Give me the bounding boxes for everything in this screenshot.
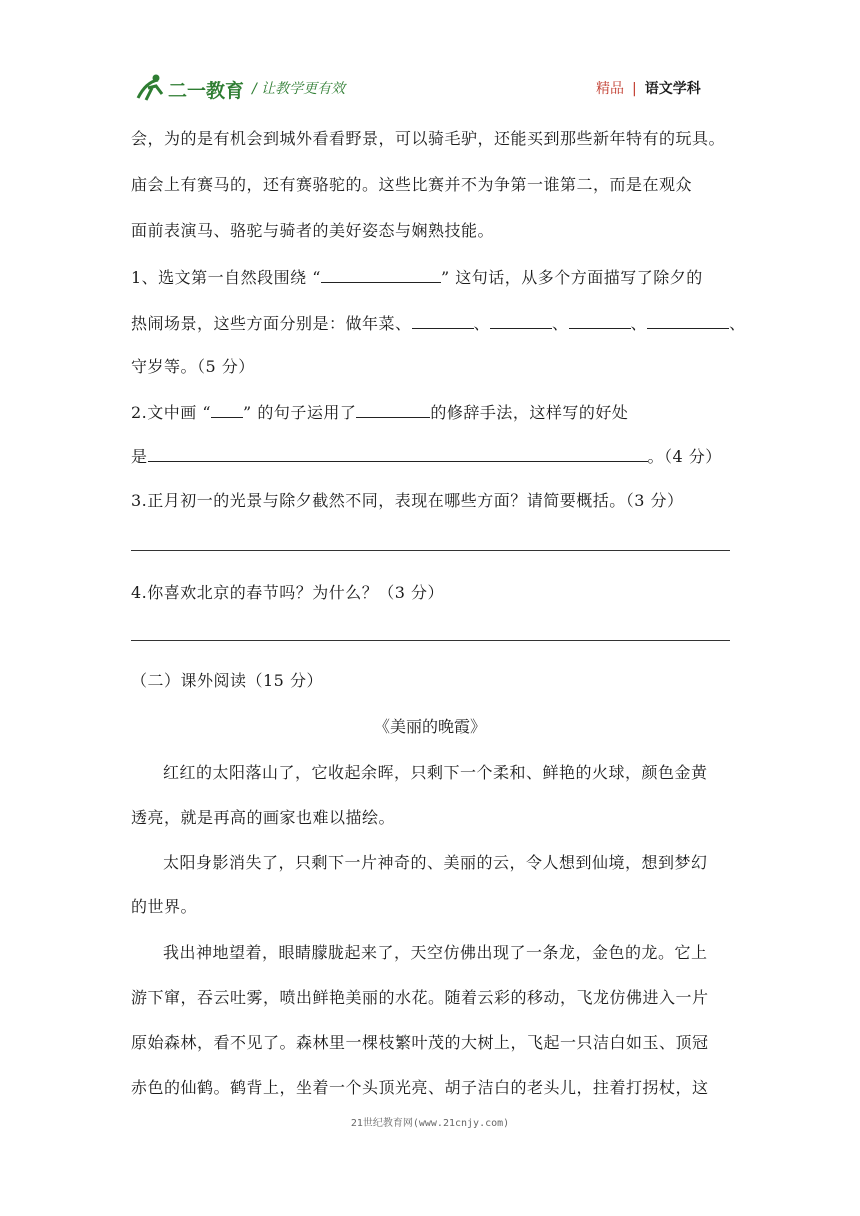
passage-b-title: 《美丽的晚霞》 [373, 717, 486, 736]
passage-a-line-3: 面前表演马、骆驼与骑者的美好姿态与娴熟技能。 [131, 221, 495, 240]
answer-line-q3[interactable] [131, 550, 730, 551]
header-divider: | [632, 81, 637, 97]
q1-blank-3[interactable] [569, 314, 631, 329]
passage-a-line-2: 庙会上有赛马的，还有赛骆驼的。这些比赛并不为争第一谁第二，而是在观众 [131, 175, 693, 194]
q2-blank-sentence[interactable] [211, 403, 243, 418]
passage-b-line-8: 赤色的仙鹤。鹤背上，坐着一个头顶光亮、胡子洁白的老头儿，拄着打拐杖，这 [131, 1078, 709, 1097]
question-1-line-1 [131, 265, 731, 288]
q1-sep-4: 、 [729, 314, 746, 333]
q1-blank-1[interactable] [412, 314, 474, 329]
passage-b-line-7: 原始森林，看不见了。森林里一棵枝繁叶茂的大树上，飞起一只洁白如玉、顶冠 [131, 1033, 709, 1052]
subject-label: 语文学科 [644, 81, 701, 97]
q2-text-e: 。（4 分） [647, 447, 722, 466]
q1-sep-1: 、 [473, 314, 491, 333]
question-1-line-3: 守岁等。（5 分） [131, 357, 255, 376]
logo [136, 72, 246, 104]
q1-blank-2[interactable] [490, 314, 552, 329]
page-footer: 21世纪教育网(www.21cnjy.com) [350, 1118, 510, 1129]
q2-text-a: 2.文中画 “ [131, 403, 212, 422]
question-4: 4.你喜欢北京的春节吗？为什么？（3 分） [131, 583, 445, 602]
question-2-line-1 [131, 400, 731, 423]
section-2-heading: （二）课外阅读（15 分） [131, 671, 323, 690]
q2-text-b: ” 的句子运用了 [243, 403, 357, 422]
header-slogan: / 让教学更有效 [252, 81, 346, 97]
question-2-line-2 [131, 444, 731, 467]
passage-a-line-1: 会，为的是有机会到城外看看野景，可以骑毛驴，还能买到那些新年特有的玩具。 [131, 129, 726, 148]
passage-b-line-6: 游下窜，吞云吐雾，喷出鲜艳美丽的水花。随着云彩的移动，飞龙仿佛进入一片 [131, 988, 709, 1007]
q1-blank-4[interactable] [647, 314, 729, 329]
q1-text-c: 热闹场景，这些方面分别是：做年菜、 [131, 314, 412, 333]
q1-sep-3: 、 [630, 314, 648, 333]
q2-text-c: 的修辞手法，这样写的好处 [430, 403, 629, 422]
quality-label: 精品 [596, 81, 624, 97]
passage-b-line-5: 我出神地望着，眼睛朦胧起来了，天空仿佛出现了一条龙，金色的龙。它上 [163, 943, 708, 962]
question-3: 3.正月初一的光景与除夕截然不同，表现在哪些方面？请简要概括。（3 分） [131, 491, 684, 510]
logo-text: 二一教育 [168, 80, 245, 102]
question-1-line-2 [131, 311, 746, 334]
page-header [0, 0, 860, 120]
passage-b-line-4: 的世界。 [131, 897, 198, 916]
passage-b-line-1: 红红的太阳落山了，它收起余晖，只剩下一个柔和、鲜艳的火球，颜色金黄 [163, 763, 708, 782]
q1-blank-quote[interactable] [321, 268, 441, 283]
header-right [596, 78, 701, 98]
q1-sep-2: 、 [552, 314, 569, 333]
q2-blank-rhetoric[interactable] [356, 403, 430, 418]
passage-b-line-3: 太阳身影消失了，只剩下一片神奇的、美丽的云，令人想到仙境，想到梦幻 [163, 853, 708, 872]
answer-line-q4[interactable] [131, 640, 730, 641]
q2-blank-benefit[interactable] [148, 447, 648, 462]
q1-text-b: ” 这句话，从多个方面描写了除夕的 [440, 268, 703, 287]
passage-b-line-2: 透亮，就是再高的画家也难以描绘。 [131, 808, 396, 827]
q2-text-d: 是 [131, 447, 148, 466]
q1-text-a: 1、选文第一自然段围绕 “ [131, 268, 321, 287]
